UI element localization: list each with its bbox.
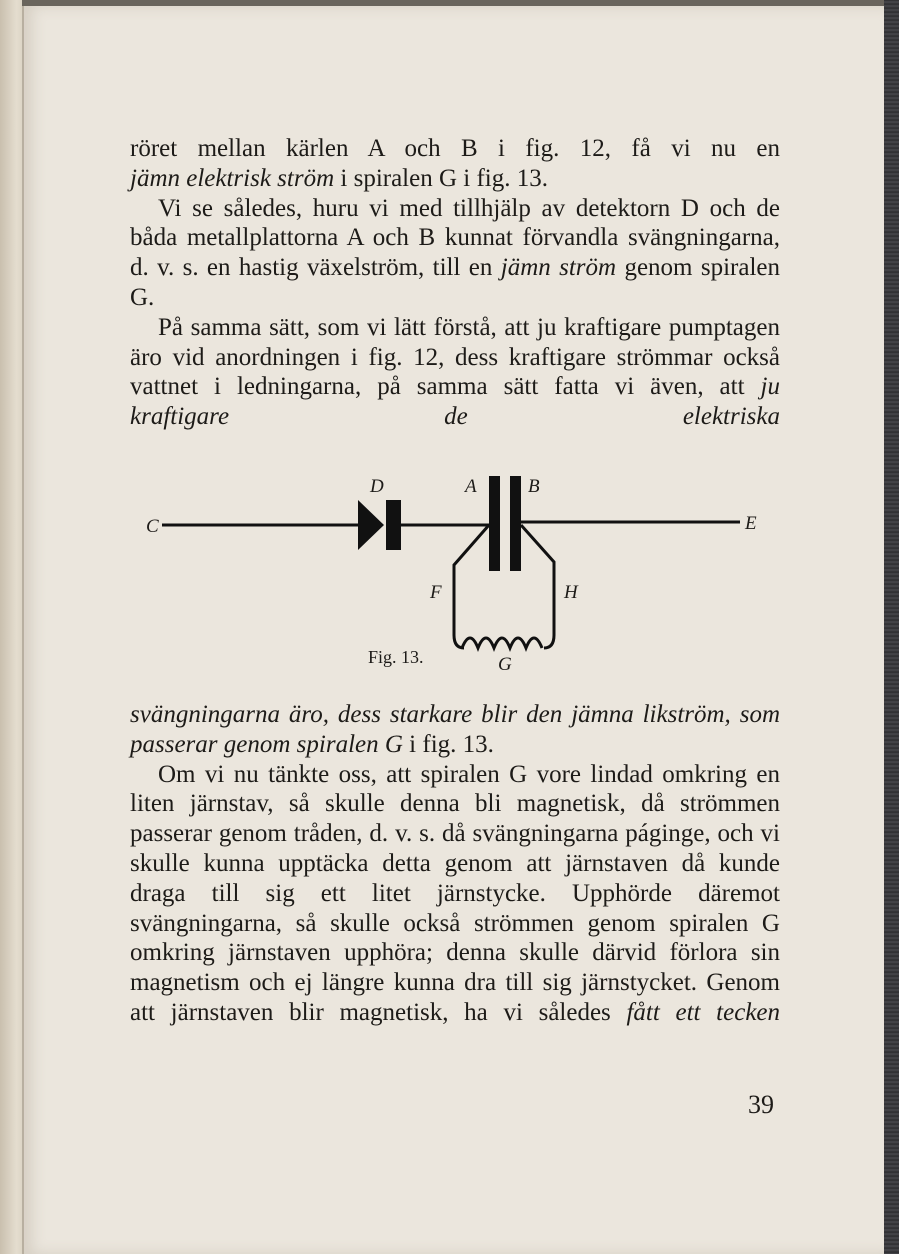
label-D: D: [370, 476, 384, 497]
paragraph-2-text: Vi se således, huru vi med tillhjälp av detektorn D och de båda metallplattorna A och B kunnat förvandla svängningarna, d. v. s. en hastig växelström, till en: [130, 194, 780, 282]
diode-triangle: [358, 500, 384, 550]
plate-a: [489, 476, 500, 571]
paragraph-3: [130, 313, 780, 432]
paragraph-5-text: Om vi nu tänkte oss, att spiralen G vore lindad omkring en liten järnstav, så skulle denna bli magnetisk, då strömmen passerar genom tråden, d. v. s. då svängningarna páginge, och vi skulle kunna upptäcka detta genom att järnstaven då kunde draga till sig ett litet järnstycke. Upphörde däremot svängningarna, så skulle också strömmen genom spiralen G omkring järnstaven upphöra; denna skulle därvid förlora sin magnetism och ej längre kunna dra till sig järnstycket. Genom att järnstaven blir magnetisk, ha vi således: [130, 760, 780, 1026]
page-number: 39: [748, 1090, 774, 1119]
paragraph-4-end: i fig. 13.: [402, 730, 494, 758]
plate-b: [510, 476, 521, 571]
diode-bar: [386, 500, 401, 550]
label-H: H: [564, 582, 578, 603]
circuit-figure-13: [140, 470, 780, 680]
paragraph-3-text: På samma sätt, som vi lätt förstå, att ju kraftigare pumptagen äro vid anordningen i fig. 12, dess kraftigare strömmar också vattnet i ledningarna, på samma sätt fatta vi även, att: [130, 313, 780, 401]
paragraph-3-italic: ju kraftigare de elektriska: [130, 373, 780, 431]
paragraph-1-line-2: [130, 164, 780, 194]
label-C: C: [146, 516, 159, 537]
paragraph-5: [130, 760, 780, 1028]
text-block-bottom: [130, 700, 780, 1028]
paragraph-2-end: genom spiralen G.: [130, 254, 780, 311]
label-F: F: [430, 582, 442, 603]
label-E: E: [745, 513, 757, 534]
wire-f: [454, 525, 489, 648]
paragraph-5-italic: fått ett tecken: [626, 998, 781, 1026]
spiral-coil-g: [462, 638, 542, 648]
italic-jamn-elektrisk-strom: jämn elektrisk ström: [130, 164, 335, 192]
book-cover-edge: [884, 0, 899, 1254]
paragraph-1-rest: i spiralen G i fig. 13.: [334, 164, 548, 192]
wire-h: [521, 525, 554, 648]
figure-caption: Fig. 13.: [368, 647, 424, 667]
label-A: A: [465, 476, 477, 497]
text-block-top: [130, 134, 780, 432]
label-G: G: [498, 654, 512, 675]
paragraph-4: [130, 700, 780, 760]
paragraph-2: [130, 194, 780, 313]
paragraph-2-italic: jämn ström: [500, 254, 617, 282]
paragraph-4-italic: svängningarna äro, dess starkare blir den jämna likström, som passerar genom spiralen G: [130, 701, 780, 758]
paragraph-1-line-1: röret mellan kärlen A och B i fig. 12, få vi nu en: [130, 135, 780, 162]
label-B: B: [528, 476, 540, 497]
